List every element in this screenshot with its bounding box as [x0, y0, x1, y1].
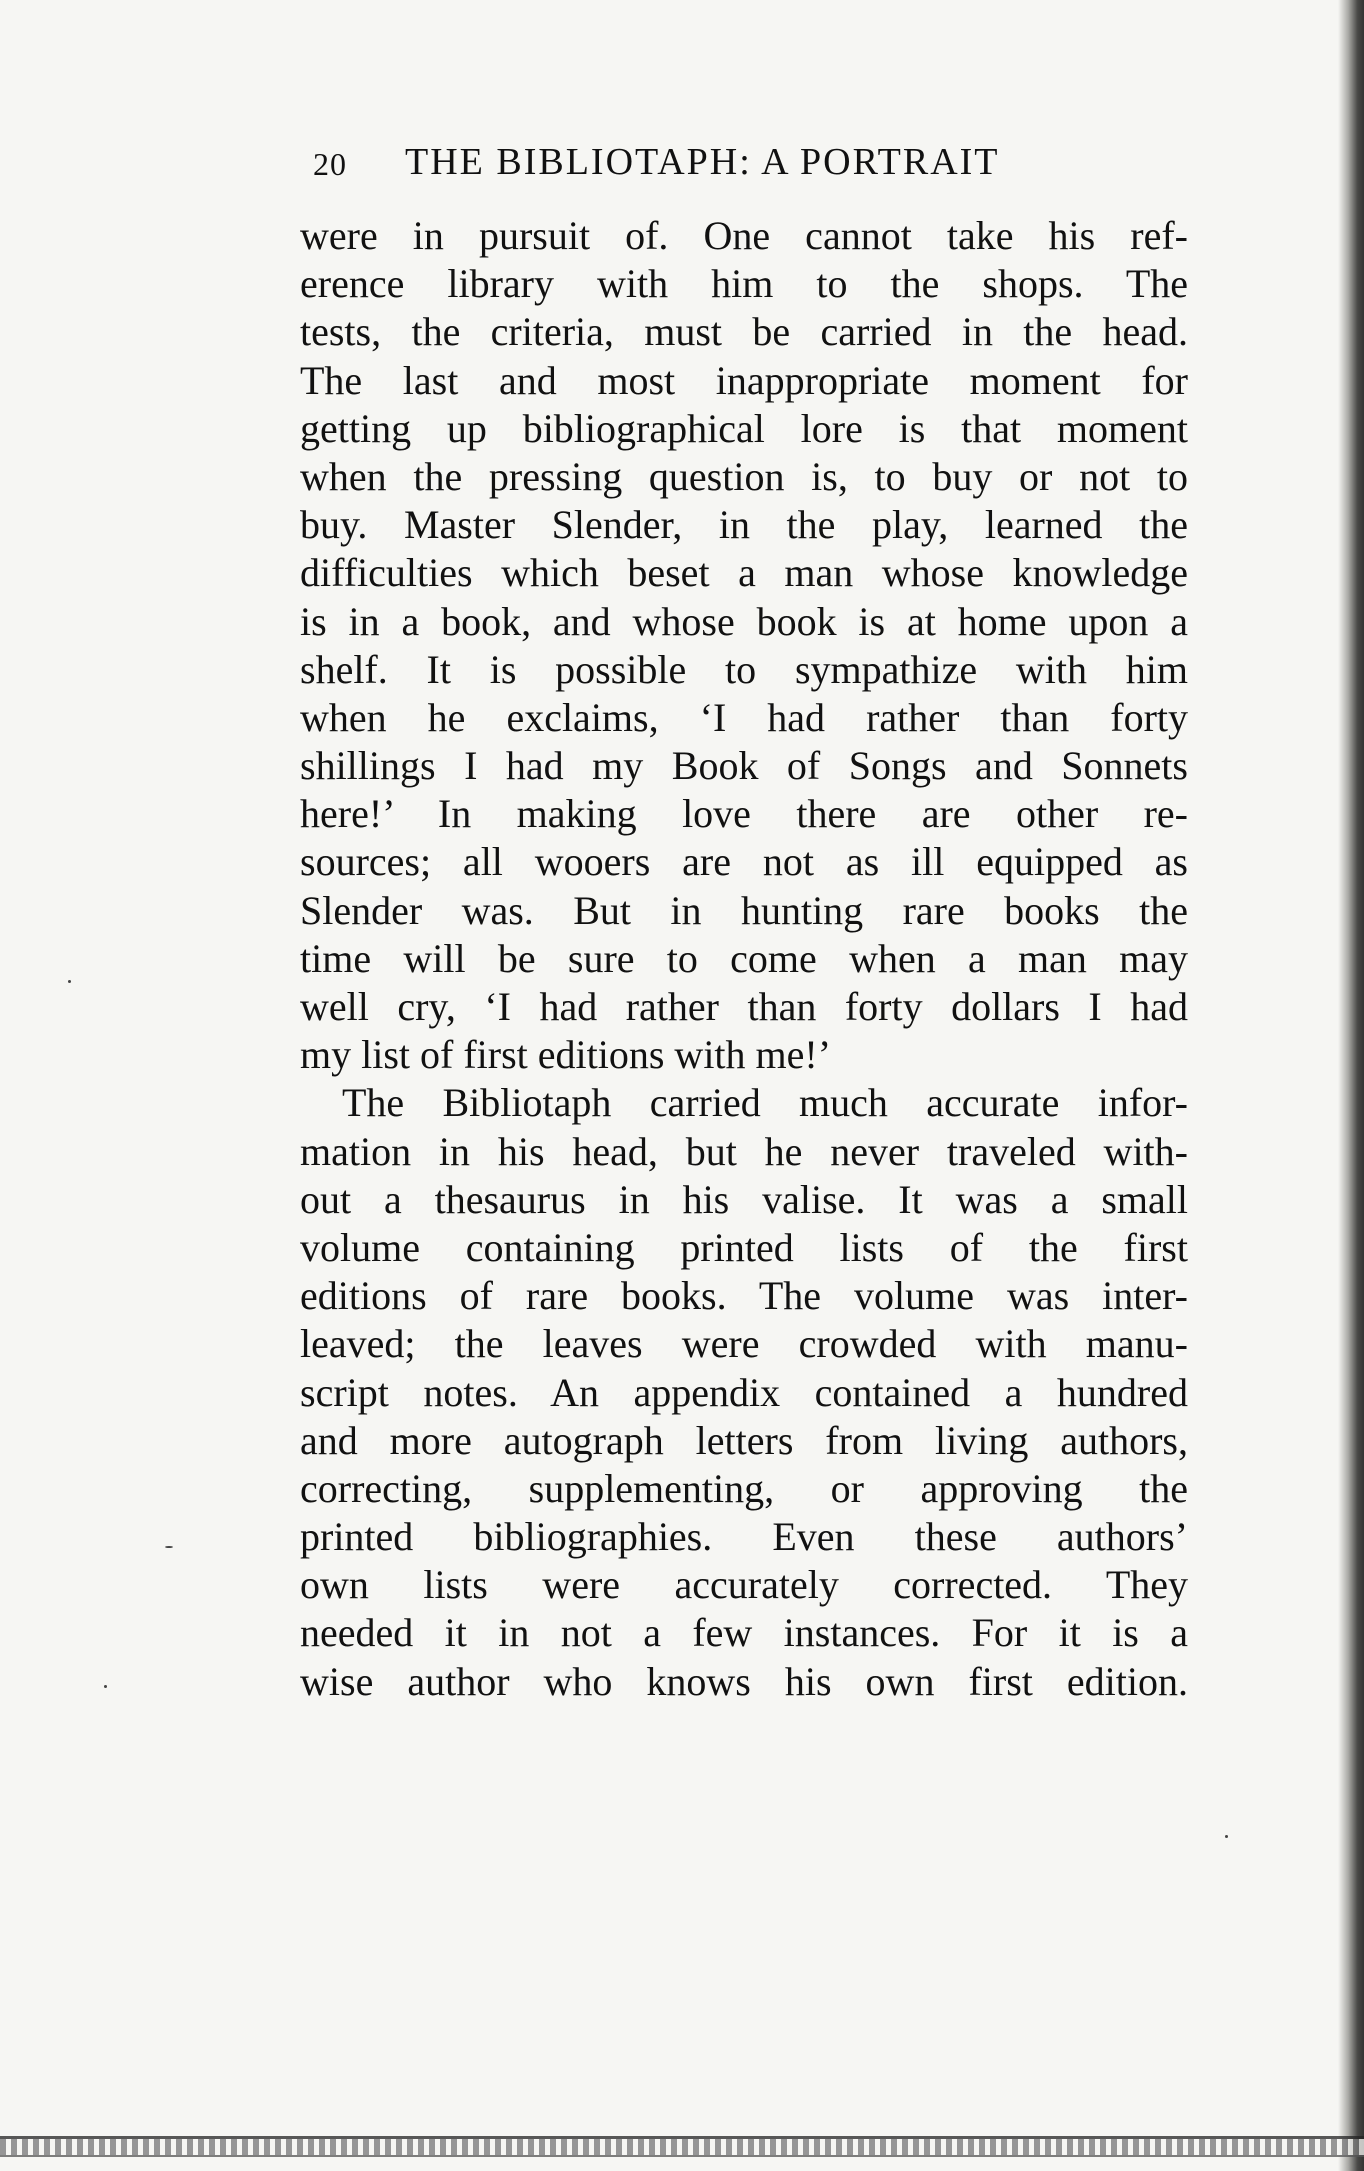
text-line: The last and most inappropriate moment for [300, 357, 1188, 403]
scan-bottom-border [0, 2136, 1364, 2157]
text-line: shillings I had my Book of Songs and Sonnets [300, 743, 1188, 789]
scan-speck [68, 980, 71, 983]
text-line: time will be sure to come when a man may [300, 935, 1188, 981]
text-line: leaved; the leaves were crowded with manu- [300, 1321, 1188, 1367]
scan-speck [1225, 1835, 1228, 1838]
text-line: own lists were accurately corrected. They [300, 1562, 1188, 1608]
paragraph-1 [300, 212, 1188, 1079]
text-line: shelf. It is possible to sympathize with him [300, 646, 1188, 692]
page-edge-shadow [1338, 0, 1364, 2171]
text-line: my list of first editions with me!’ [300, 1032, 832, 1078]
text-line: needed it in not a few instances. For it is a [300, 1610, 1188, 1656]
text-line: were in pursuit of. One cannot take his ref- [300, 213, 1188, 258]
text-line: when he exclaims, ‘I had rather than forty [300, 694, 1188, 740]
text-line: out a thesaurus in his valise. It was a small [300, 1176, 1188, 1222]
text-line: getting up bibliographical lore is that moment [300, 405, 1188, 451]
page-header [313, 140, 1093, 190]
scan-speck [165, 1546, 173, 1548]
text-line: mation in his head, but he never traveled with- [300, 1128, 1188, 1174]
text-line: editions of rare books. The volume was inter- [300, 1273, 1188, 1319]
text-line: is in a book, and whose book is at home upon a [300, 598, 1188, 644]
text-line: correcting, supplementing, or approving the [300, 1465, 1188, 1511]
text-line: printed bibliographies. Even these authors’ [300, 1514, 1188, 1560]
text-line: wise author who knows his own first edition. [300, 1658, 1188, 1704]
text-line: and more autograph letters from living authors, [300, 1417, 1188, 1463]
text-line: tests, the criteria, must be carried in the head. [300, 309, 1188, 355]
text-line: well cry, ‘I had rather than forty dollars I had [300, 984, 1188, 1029]
text-line: here!’ In making love there are other re- [300, 791, 1188, 837]
text-line: difficulties which beset a man whose knowledge [300, 550, 1188, 596]
page-number: 20 [313, 146, 347, 182]
scan-speck [104, 1685, 107, 1688]
text-line: when the pressing question is, to buy or not to [300, 453, 1188, 499]
text-line: buy. Master Slender, in the play, learned the [300, 502, 1188, 548]
paragraph-2 [300, 1079, 1188, 1705]
running-title: THE BIBLIOTAPH: A PORTRAIT [405, 141, 1000, 183]
body-text [300, 212, 1188, 1706]
text-line: script notes. An appendix contained a hundred [300, 1369, 1188, 1415]
text-line: The Bibliotaph carried much accurate infor- [342, 1080, 1188, 1126]
text-line: volume containing printed lists of the first [300, 1224, 1188, 1270]
text-line: Slender was. But in hunting rare books the [300, 887, 1188, 933]
text-line: erence library with him to the shops. The [300, 261, 1188, 307]
text-line: sources; all wooers are not as ill equipped as [300, 839, 1188, 885]
